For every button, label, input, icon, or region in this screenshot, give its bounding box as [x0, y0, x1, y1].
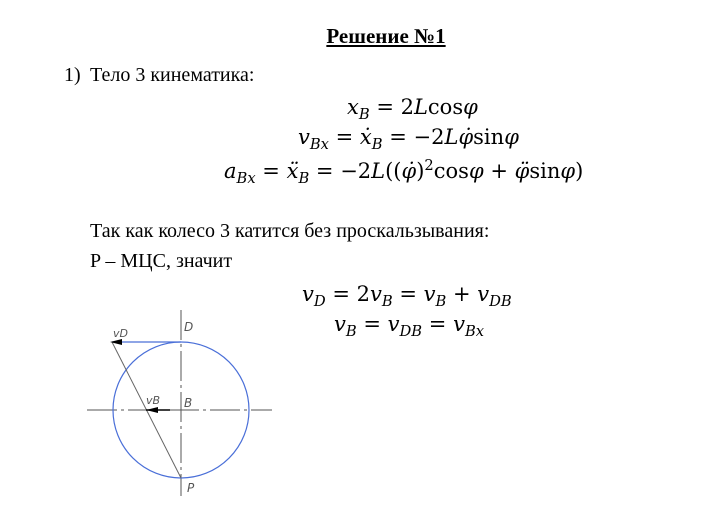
item-heading-row — [64, 64, 254, 87]
equation-vb: $v_B = v_{DB} = v_{Bx}$ — [334, 312, 485, 341]
label-d: D — [184, 320, 194, 334]
paragraph-line-1: Так как колесо 3 катится без проскальзывания: — [90, 220, 490, 242]
label-vd: vD — [113, 327, 128, 340]
item-heading: Тело 3 кинематика: — [90, 64, 255, 86]
label-p: P — [187, 481, 195, 495]
wheel-figure — [80, 300, 280, 500]
equation-vd: $v_D = 2v_B = v_B + v_{DB}$ — [302, 282, 512, 311]
solution-title — [0, 24, 712, 49]
paragraph-line-2: P – МЦС, значит — [90, 250, 233, 272]
equation-acceleration: $a_{Bx}$ = ẍ$_B$ = −2L((φ̇)$^2$cosφ + φ̈sinφ) — [224, 157, 584, 188]
solution-title-text: Решение №1 — [326, 24, 446, 48]
label-b: B — [184, 396, 193, 410]
label-vb: vB — [146, 394, 161, 407]
equation-velocity: $v_{Bx}$ = ẋ$_B$ = −2Lφ̇sinφ — [298, 125, 519, 154]
item-number: 1) — [64, 64, 81, 86]
equation-position: $x_B = 2Lcos\varphi$ — [347, 95, 478, 124]
